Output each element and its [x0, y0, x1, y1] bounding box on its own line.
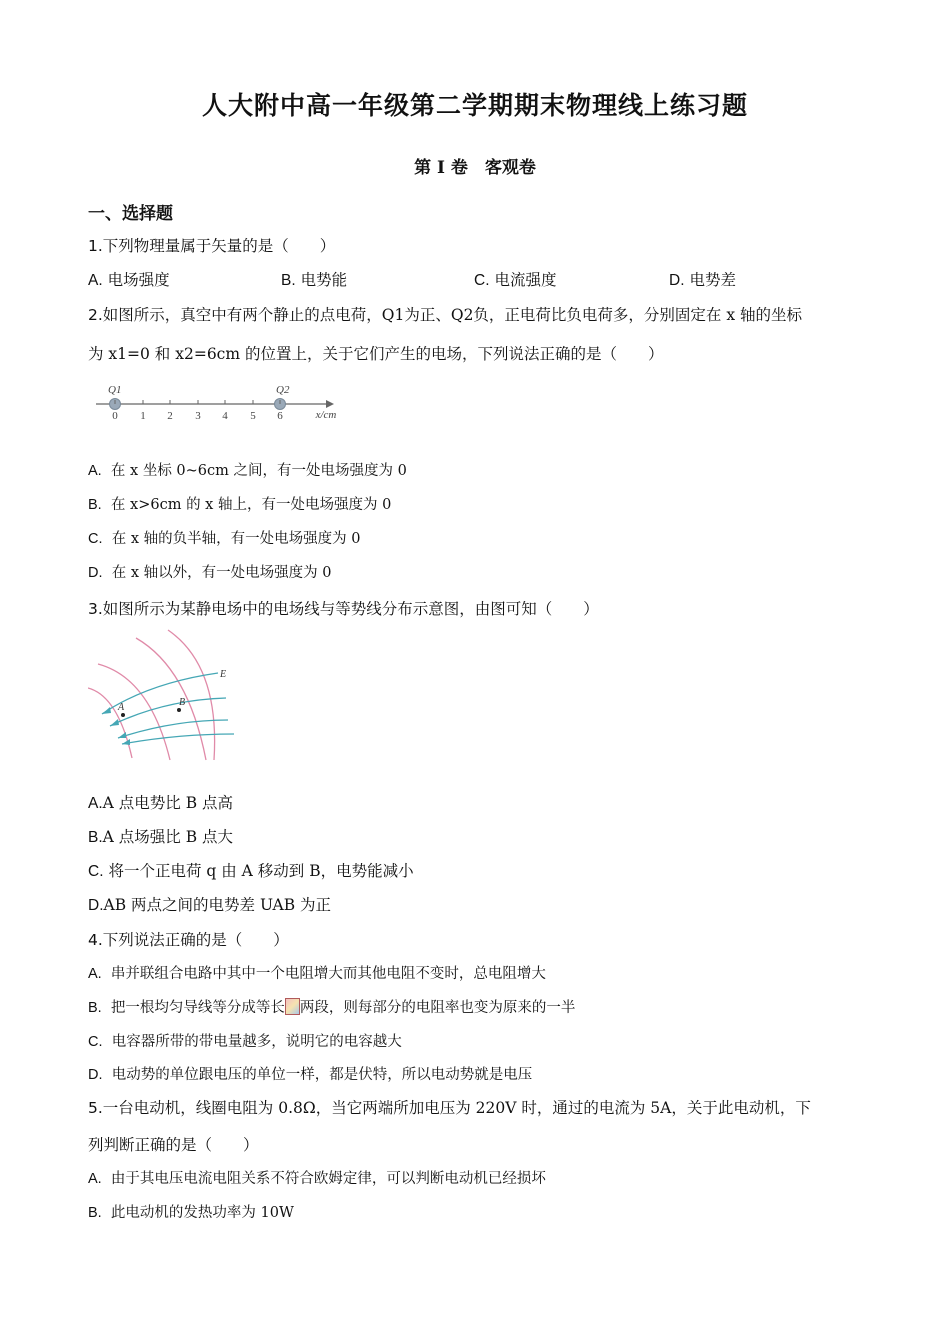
q2-option-a: A. 在 x 坐标 0~6cm 之间，有一处电场强度为 0 [88, 463, 407, 479]
field-arrow [110, 719, 119, 726]
q2-option-b: B. 在 x>6cm 的 x 轴上，有一处电场强度为 0 [88, 497, 392, 513]
q2-option-c: C. 在 x 轴的负半轴，有一处电场强度为 0 [88, 531, 361, 547]
q4-option-a: A. 串并联组合电路中其中一个电阻增大而其他电阻不变时，总电阻增大 [88, 966, 546, 982]
question-number: 4. [88, 931, 103, 949]
tick-label: 1 [140, 410, 146, 422]
question-5-line-1 [88, 1096, 811, 1118]
tick-label: 5 [250, 410, 256, 422]
question-5-line-2: 列判断正确的是（ ） [88, 1136, 259, 1154]
page-title: 人大附中高一年级第二学期期末物理线上练习题 [201, 91, 748, 120]
q3-option-b: B.A 点场强比 B 点大 [88, 828, 234, 846]
q3-option-d: D.AB 两点之间的电势差 UAB 为正 [88, 896, 332, 914]
broken-image-icon [285, 998, 300, 1015]
question-1 [88, 234, 335, 256]
question-number: 1. [88, 237, 103, 255]
option-d: D. 电势差 [669, 271, 736, 289]
section-heading: 一、选择题 [88, 204, 173, 224]
question-number: 5. [88, 1099, 103, 1117]
axis-label: x/cm [315, 409, 337, 421]
point-b-label: B [179, 697, 186, 708]
question-3 [88, 597, 599, 619]
tick-label: 3 [195, 410, 201, 422]
question-stem: 一台电动机，线圈电阻为 0.8Ω，当它两端所加电压为 220V 时，通过的电流为 5A，关于此电动机，下 [102, 1099, 811, 1117]
tick-label: 6 [277, 410, 283, 422]
question-stem: 如图所示，真空中有两个静止的点电荷，Q1为正、Q2负，正电荷比负电荷多，分别固定在 x 轴的坐标 [102, 306, 803, 324]
field-arrow [102, 707, 111, 714]
question-stem: 下列说法正确的是（ ） [102, 931, 289, 949]
point-a-label: A [118, 702, 125, 713]
field-lines-diagram [88, 628, 248, 766]
point-a [121, 713, 125, 717]
question-stem: 如图所示为某静电场中的电场线与等势线分布示意图，由图可知（ ） [102, 600, 599, 618]
charge-label-q1: Q1 [108, 384, 122, 396]
charge-label-q2: Q2 [276, 384, 290, 396]
option-a: A. 电场强度 [88, 271, 170, 289]
axis-arrow [326, 400, 334, 408]
equipotential-lines [88, 630, 215, 760]
question-2-line-1 [88, 303, 802, 325]
q2-option-d: D. 在 x 轴以外，有一处电场强度为 0 [88, 565, 332, 581]
x-axis-diagram [88, 378, 358, 424]
question-number: 2. [88, 306, 103, 324]
q3-option-c: C. 将一个正电荷 q 由 A 移动到 B，电势能减小 [88, 862, 414, 880]
tick-label: 2 [167, 410, 173, 422]
question-2-line-2: 为 x1=0 和 x2=6cm 的位置上，关于它们产生的电场，下列说法正确的是（ ） [88, 345, 664, 363]
q4-option-d: D. 电动势的单位跟电压的单位一样，都是伏特，所以电动势就是电压 [88, 1067, 533, 1083]
tick-label: 4 [222, 410, 228, 422]
q5-option-a: A. 由于其电压电流电阻关系不符合欧姆定律，可以判断电动机已经损坏 [88, 1171, 546, 1187]
q5-option-b: B. 此电动机的发热功率为 10W [88, 1205, 294, 1221]
q4-option-c: C. 电容器所带的带电量越多，说明它的电容越大 [88, 1034, 402, 1050]
point-b [177, 708, 181, 712]
question-number: 3. [88, 600, 103, 618]
option-b: B. 电势能 [281, 271, 348, 289]
tick-label: 0 [112, 410, 118, 422]
field-label: E [220, 669, 227, 680]
question-4 [88, 928, 289, 950]
field-arrow [122, 739, 130, 745]
q4-option-b: B. 把一根均匀导线等分成等长 两段，则每部分的电阻率也变为原来的一半 [88, 1000, 576, 1016]
question-stem: 下列物理量属于矢量的是（ ） [102, 237, 336, 255]
q3-option-a: A.A 点电势比 B 点高 [88, 794, 234, 812]
option-c: C. 电流强度 [474, 271, 557, 289]
volume-subtitle: 第 I 卷 客观卷 [414, 158, 536, 178]
